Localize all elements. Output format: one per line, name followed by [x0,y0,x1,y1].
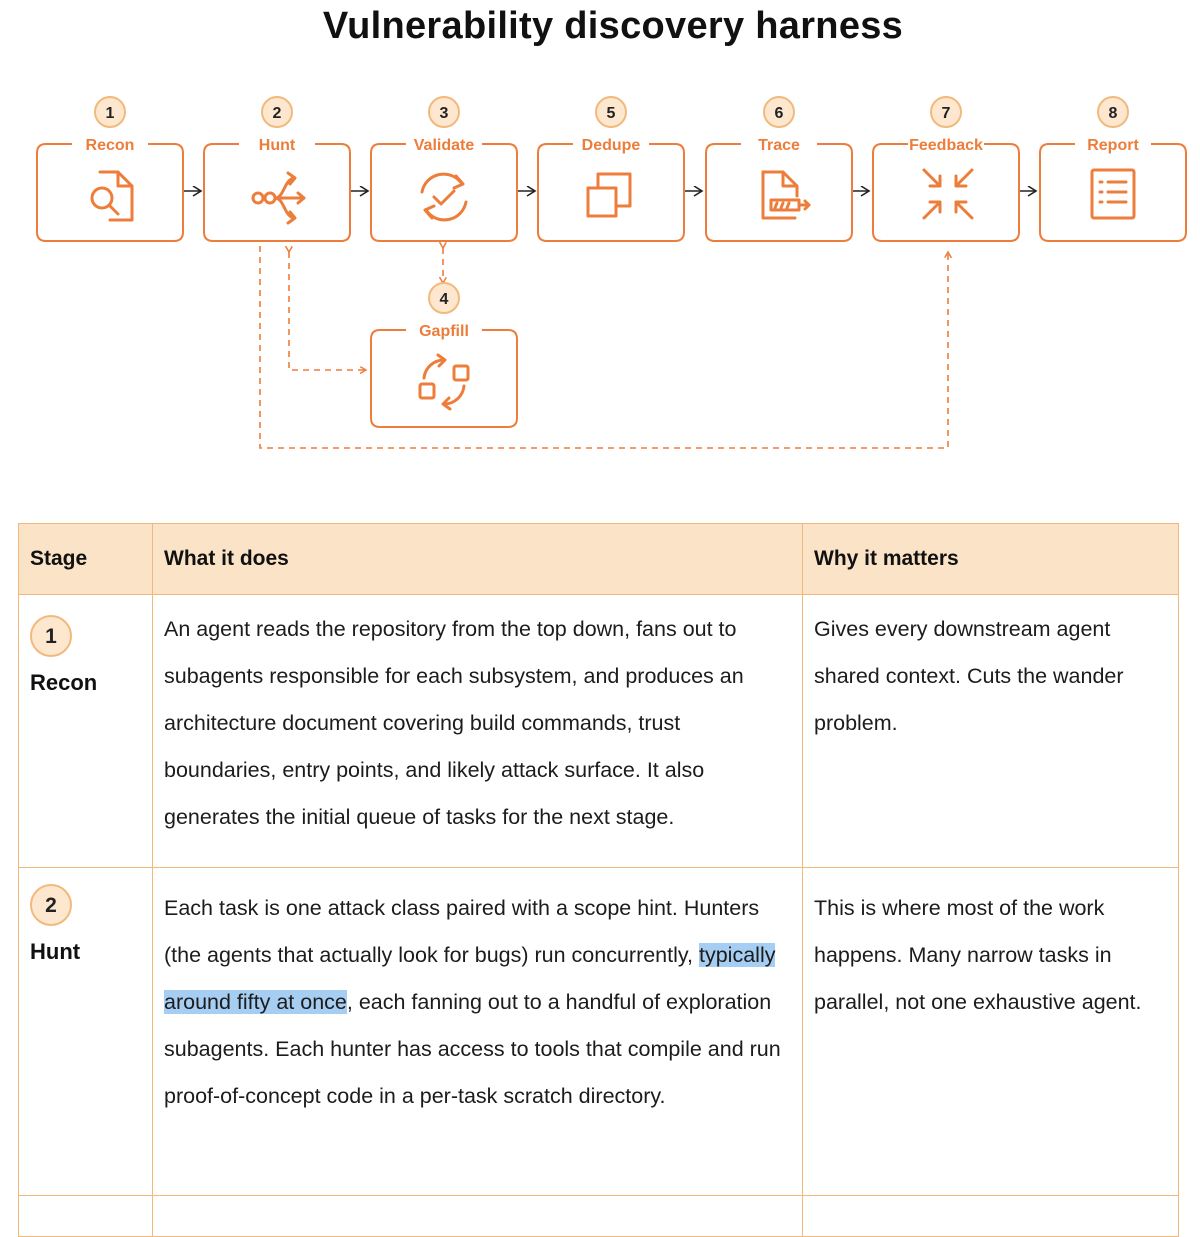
page-title: Vulnerability discovery harness [322,5,904,47]
collapse-arrows-icon [924,170,972,218]
empty-cell [153,1196,803,1237]
empty-cell [803,1196,1179,1237]
stage-number: 8 [1108,105,1118,122]
text-segment: Each task is one attack class paired with a scope hint. Hunters (the agents that actually look for bugs) run concurrently, [164,896,760,967]
stage-box [371,144,517,241]
what-it-does-cell [153,868,803,1196]
stage-cell [19,868,153,1196]
stage-label: Feedback [909,137,983,154]
fan-out-icon [253,173,304,223]
stage-number: 5 [606,105,616,122]
stage-name: Recon [30,670,98,695]
stage-label: Validate [413,137,475,154]
exchange-icon [420,355,468,409]
empty-cell [19,1196,153,1237]
stage-number: 4 [439,291,449,308]
stage-label: Trace [758,137,800,154]
stage-cell [19,595,153,868]
cycle-check-icon [422,174,466,220]
loop-to-feedback-path [260,246,948,448]
stage-box [873,144,1019,241]
hunt-to-gapfill-path [289,252,366,370]
stage-box [371,330,517,427]
stage-number: 3 [439,105,449,122]
document-arrow-icon [763,172,809,218]
stage-number: 7 [941,105,951,122]
stage-number: 6 [774,105,784,122]
document-search-icon [92,172,132,220]
stage-number-badge: 1 [30,615,72,657]
stage-label: Hunt [258,137,296,154]
stage-box [706,144,852,241]
header-what-it-does: What it does [153,524,803,595]
stage-label: Report [1087,137,1139,154]
selected-text-highlight[interactable]: typically around fifty at once [164,943,776,1014]
list-document-icon [1092,170,1134,218]
stage-box [204,144,350,241]
stage-feedback [873,97,1019,241]
dashed-paths [260,246,948,448]
header-stage: Stage [19,524,153,595]
stages-table [18,523,1179,1237]
stage-label: Dedupe [581,137,641,154]
header-why-it-matters: Why it matters [803,524,1179,595]
table-header-row [19,524,1179,595]
what-it-does-cell: An agent reads the repository from the top down, fans out to subagents responsible for each subsystem, and produces an architecture document covering build commands, trust boundaries, entry points, and likely attack surface. It also generates the initial queue of tasks for the next stage. [153,595,803,868]
stage-number-badge: 2 [30,884,72,926]
pipeline-diagram [0,0,1200,470]
stage-name: Hunt [30,939,81,964]
stage-dedupe [538,97,684,241]
table-row [19,868,1179,1196]
stage-box [538,144,684,241]
why-it-matters-cell: This is where most of the work happens. Many narrow tasks in parallel, not one exhaustive agent. [803,868,1179,1196]
stage-number: 1 [105,105,115,122]
copy-icon [588,174,630,216]
why-it-matters-cell: Gives every downstream agent shared context. Cuts the wander problem. [803,595,1179,868]
table-row-partial [19,1196,1179,1237]
stage-number: 2 [272,105,282,122]
stage-label: Gapfill [419,323,469,340]
table-row [19,595,1179,868]
text-segment: , each fanning out to a handful of exploration subagents. Each hunter has access to tools that compile and run proof-of-concept code in a per-task scratch directory. [164,990,781,1108]
stage-hunt [204,97,350,241]
stage-label: Recon [85,137,135,154]
